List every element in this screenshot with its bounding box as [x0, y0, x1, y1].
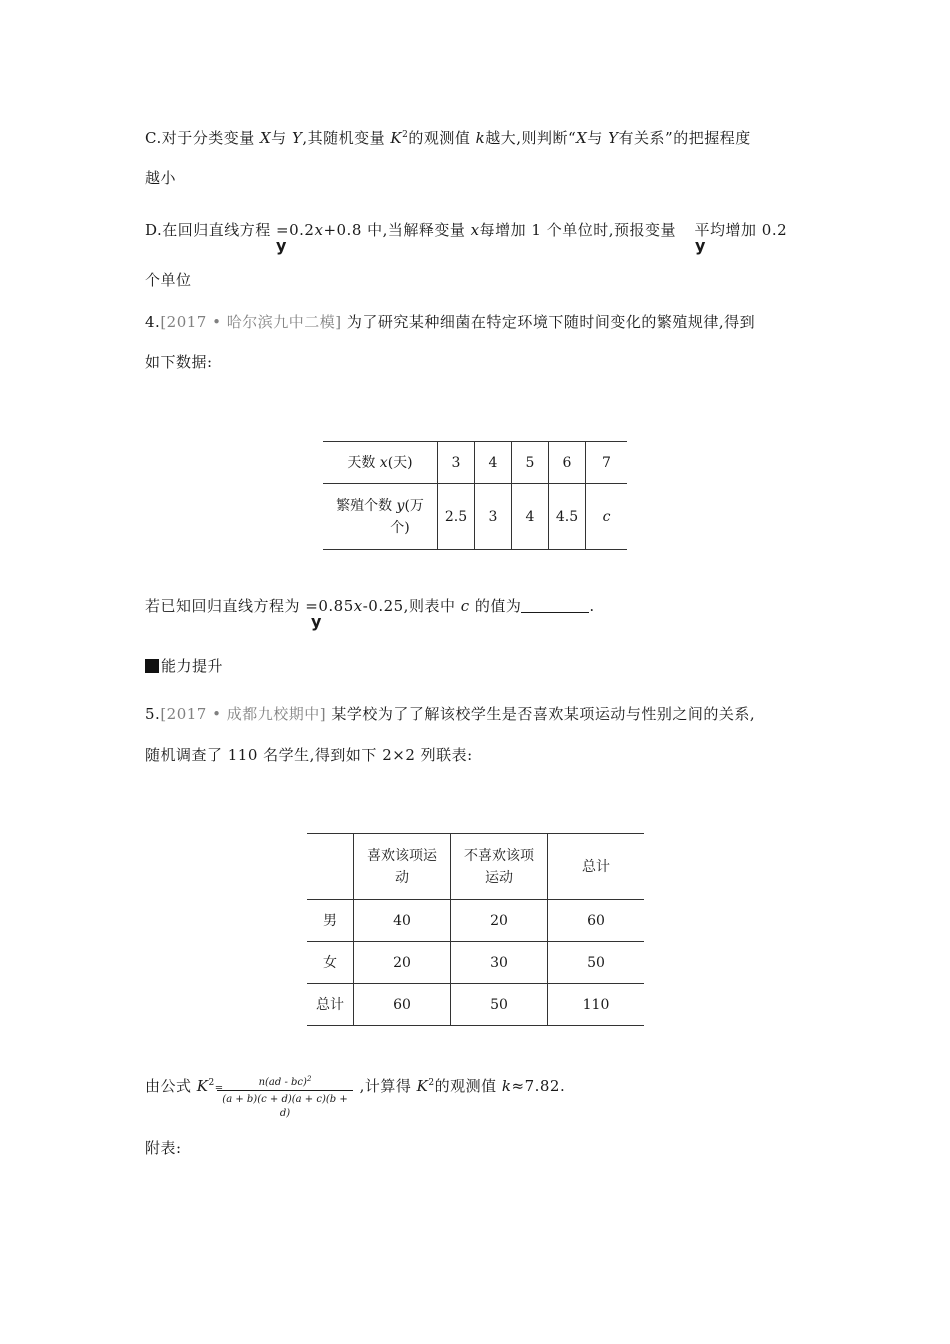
- formula-line: 由公式 $K^2=$ ,计算得 $K^2$的观测值 k≈7.82.: [145, 1077, 566, 1095]
- table-row: [307, 834, 644, 900]
- table-cell: 6: [549, 442, 586, 484]
- table-row: [307, 984, 644, 1026]
- question-source: [2017 • 哈尔滨九中二模]: [160, 313, 342, 331]
- table-cell: 5: [512, 442, 549, 484]
- appendix-label: 附表:: [145, 1139, 182, 1157]
- bacteria-data-table: [323, 441, 627, 550]
- answer-blank: [521, 598, 589, 613]
- table-row: [307, 942, 644, 984]
- table-header-cell: 繁殖个数 y(万 个): [323, 484, 438, 550]
- option-c-line-2: 越小: [145, 169, 177, 187]
- section-heading: 能力提升: [145, 656, 223, 676]
- fraction-denominator: (a + b)(c + d)(a + c)(b + d): [222, 1094, 348, 1119]
- table-cell: 50: [548, 942, 645, 984]
- k-squared-fraction: [217, 1076, 353, 1121]
- y-hat-symbol: y: [276, 236, 287, 255]
- table-cell: 总计: [307, 984, 354, 1026]
- y-hat-symbol: y: [695, 236, 706, 255]
- table-row: [323, 484, 627, 550]
- question-4-fill-in: 若已知回归直线方程为 =0.85x-0.25,则表中 c 的值为 .: [145, 597, 595, 615]
- table-cell: 110: [548, 984, 645, 1026]
- option-d-line-2: 个单位: [145, 271, 192, 289]
- table-cell: 4: [512, 484, 549, 550]
- square-bullet-icon: [145, 659, 159, 673]
- table-cell: 20: [451, 900, 548, 942]
- question-source: [2017 • 成都九校期中]: [160, 705, 327, 723]
- option-c-line-1: C.对于分类变量 X与 Y,其随机变量 $K^2$的观测值 k越大,则判断“X与 Y有关系”的把握程度: [145, 129, 751, 147]
- table-row: [323, 442, 627, 484]
- table-cell: 2.5: [438, 484, 475, 550]
- table-cell: 4: [475, 442, 512, 484]
- table-row: [307, 900, 644, 942]
- question-5-line-1: 5.[2017 • 成都九校期中] 某学校为了了解该校学生是否喜欢某项运动与性别之间的关系,: [145, 705, 756, 723]
- table-cell: 4.5: [549, 484, 586, 550]
- table-cell: 30: [451, 942, 548, 984]
- table-header-cell: 天数 x(天): [347, 454, 413, 471]
- table-header-cell: 喜欢该项运 动: [354, 834, 451, 900]
- table-cell: 40: [354, 900, 451, 942]
- y-hat-symbol: y: [311, 612, 322, 631]
- table-cell: 50: [451, 984, 548, 1026]
- table-header-cell: 不喜欢该项 运动: [451, 834, 548, 900]
- table-cell: 男: [307, 900, 354, 942]
- question-4-line-1: 4.[2017 • 哈尔滨九中二模] 为了研究某种细菌在特定环境下随时间变化的繁殖规律,得到: [145, 313, 756, 331]
- fraction-numerator: n(ad - bc)$^2$: [258, 1075, 312, 1088]
- table-cell: 60: [354, 984, 451, 1026]
- contingency-table: [307, 833, 644, 1026]
- table-header-cell: 总计: [548, 834, 645, 900]
- question-4-line-2: 如下数据:: [145, 353, 213, 371]
- option-d-line-1: D.在回归直线方程 =0.2x+0.8 中,当解释变量 x每增加 1 个单位时,预报变量 平均增加 0.2: [145, 221, 788, 239]
- table-cell: 女: [307, 942, 354, 984]
- fraction-bar: [217, 1090, 353, 1091]
- table-cell: 7: [586, 442, 628, 484]
- table-cell: c: [586, 484, 628, 550]
- question-5-line-2: 随机调查了 110 名学生,得到如下 2×2 列联表:: [145, 746, 473, 764]
- table-cell: 20: [354, 942, 451, 984]
- table-cell: 3: [438, 442, 475, 484]
- table-cell: [307, 834, 354, 900]
- table-cell: 3: [475, 484, 512, 550]
- table-cell: 60: [548, 900, 645, 942]
